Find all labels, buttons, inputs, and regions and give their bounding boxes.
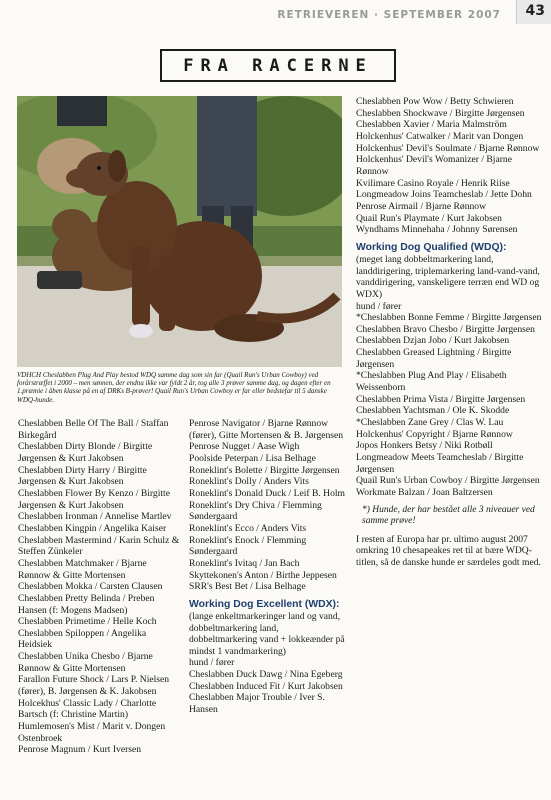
list-item: Cheslabben Belle Of The Ball / Staffan Birkegård <box>18 418 169 441</box>
wdq-legend: hund / fører <box>356 300 402 312</box>
footnote: *) Hunde, der har bestået alle 3 niveauer ved samme prøve! <box>362 504 535 527</box>
list-item: Cheslabben Dirty Harry / Birgitte Jørgensen & Kurt Jakobsen <box>18 464 147 488</box>
list-item: Holckenhus' Devil's Womanizer / Bjarne Rønnow <box>356 154 512 177</box>
column-1 <box>18 418 181 756</box>
wdx-legend: hund / fører <box>189 657 235 669</box>
list-item: Holcekhus' Classic Lady / Charlotte Bartsch (f: Christine Martin) <box>18 697 157 721</box>
list-item: Cheslabben Bravo Chesbo / Birgitte Jørgensen <box>356 323 535 335</box>
list-item: *Cheslabben Zane Grey / Clas W. Lau <box>356 417 504 429</box>
list-item: Farallon Future Shock / Lars P. Nielsen (fører), B. Jørgensen & K. Jakobsen <box>18 674 170 698</box>
wdq-description: (meget lang dobbeltmarkering land, landdirigering, triplemarkering land-vand-vand, vanddirigering, vanskeligere terræn end WD og WDX) <box>356 253 540 300</box>
list-item: Roneklint's Donald Duck / Leif B. Holm <box>189 487 346 499</box>
list-item: Quail Run's Urban Cowboy / Birgitte Jørgensen <box>356 475 540 487</box>
column-2 <box>189 418 349 716</box>
list-item: Cheslabben Kingpin / Angelika Kaiser <box>18 522 167 534</box>
list-item: Skyttekonen's Anton / Birthe Jeppesen <box>189 569 337 581</box>
list-item: Humlemosen's Mist / Marit v. Dongen Ostenbroek <box>18 721 166 744</box>
list-item: Cheslabben Yachtsman / Ole K. Skodde <box>356 405 510 417</box>
list-item: Penrose Magnum / Kurt Iversen <box>18 744 142 756</box>
list-item: Penrose Nugget / Aase Wigh <box>189 441 300 453</box>
wdx-description: (lange enkeltmarkeringer land og vand, dobbeltmarkering land, dobbeltmarkering vand + lokkeænder på mindst 1 vandmarkering) <box>189 610 345 657</box>
page-header <box>0 0 551 28</box>
list-item: Cheslabben Xavier / Maria Malmström <box>356 119 507 131</box>
section-title: FRA RACERNE <box>183 55 373 76</box>
list-item: Holckenhus' Catwalker / Marit van Dongen <box>356 130 524 142</box>
photo-caption: VDHCH Cheslabben Plug And Play bestod WDQ samme dag som sin far (Quail Run's Urban Cowboy) ved forårstræffet i 2000 – men sønnen, der endnu ikke var fyldt 2 år, tog alle 3 prøver samme dag, og dagen efter en 1.præmie i åben klasse på en af DRKs B-prøver! Quail Run's Urban Cowboy er far eller bedstefar til 5 danske WDQ-hunde. <box>17 371 331 404</box>
list-item: Longmeadow Joins Teamcheslab / Jette Dohn <box>356 189 532 201</box>
list-item: Cheslabben Pow Wow / Betty Schwieren <box>356 96 514 107</box>
list-item: Workmate Balzan / Joan Baltzersen <box>356 487 493 498</box>
list-item: Jopos Honkers Betsy / Niki Rotbøll <box>356 440 493 452</box>
list-item: Cheslabben Ironman / Annelise Martlev <box>18 511 172 523</box>
list-item: *Cheslabben Plug And Play / Elisabeth Weissenborn <box>356 370 507 394</box>
list-item: Cheslabben Prima Vista / Birgitte Jørgensen <box>356 393 526 405</box>
list-item: *Cheslabben Bonne Femme / Birgitte Jørgensen <box>356 312 542 324</box>
section-title-box <box>160 49 396 82</box>
list-item: Roneklint's Ivitaq / Jan Bach <box>189 557 300 569</box>
list-item: Penrose Airmail / Bjarne Rønnow <box>356 200 487 212</box>
list-item: Cheslabben Spiloppen / Angelika Heidsiek <box>18 627 147 651</box>
list-item: Cheslabben Unika Chesbo / Bjarne Rønnow & Gitte Mortensen <box>18 651 153 674</box>
list-item: Cheslabben Matchmaker / Bjarne Rønnow & Gitte Mortensen <box>18 557 147 581</box>
list-item: SRR's Best Bet / Lisa Belhage <box>189 581 306 593</box>
list-item: Kvilimare Casino Royale / Henrik Riise <box>356 177 510 189</box>
list-item: Wyndhams Minnehaha / Johnny Sørensen <box>356 224 518 236</box>
list-item: Roneklint's Ecco / Anders Vits <box>189 522 307 534</box>
list-item: Cheslabben Greased Lightning / Birgitte Jørgensen <box>356 347 512 370</box>
list-item: Holckenhus' Copyright / Bjarne Rønnow <box>356 428 513 440</box>
page-number-box <box>516 0 551 24</box>
column-3 <box>356 96 542 569</box>
list-item: Roneklint's Dry Chiva / Flemming Søndergaard <box>189 499 322 523</box>
list-item: Roneklint's Dolly / Anders Vits <box>189 476 309 488</box>
list-item: Roneklint's Enock / Flemming Søndergaard <box>189 534 307 558</box>
list-item: Cheslabben Flower By Kenzo / Birgitte Jørgensen & Kurt Jakobsen <box>18 487 170 511</box>
list-item: Longmeadow Meets Teamcheslab / Birgitte Jørgensen <box>356 452 524 475</box>
list-item: Penrose Navigator / Bjarne Rønnow (fører), Gitte Mortensen & B. Jørgensen <box>189 418 344 441</box>
list-item: Cheslabben Dirty Blonde / Birgitte Jørgensen & Kurt Jakobsen <box>18 441 153 464</box>
dog-photo <box>17 96 342 367</box>
list-item: Quail Run's Playmate / Kurt Jakobsen <box>356 212 502 224</box>
list-item: Cheslabben Shockwave / Birgitte Jørgensen <box>356 107 525 119</box>
list-item: Cheslabben Primetime / Helle Koch <box>18 616 157 628</box>
list-item: Cheslabben Duck Dawg / Nina Egeberg <box>189 669 343 681</box>
list-item: Cheslabben Dzjan Jobo / Kurt Jakobsen <box>356 335 510 347</box>
wdx-heading: Working Dog Excellent (WDX): <box>189 598 340 610</box>
list-item: Cheslabben Major Trouble / Iver S. Hansen <box>189 692 325 716</box>
list-item: Cheslabben Pretty Belinda / Preben Hansen (f: Mogens Madsen) <box>18 592 155 616</box>
list-item: Poolside Peterpan / Lisa Belhage <box>189 452 316 464</box>
page-number: 43 <box>525 3 545 19</box>
wdq-heading: Working Dog Qualified (WDQ): <box>356 241 507 253</box>
dog-photo-illustration <box>17 96 342 367</box>
running-head: RETRIEVEREN · SEPTEMBER 2007 <box>277 9 501 21</box>
list-item: Holckenhus' Devil's Soulmate / Bjarne Rønnow <box>356 142 540 154</box>
list-item: Roneklint's Bolette / Birgitte Jørgensen <box>189 464 340 476</box>
list-item: Cheslabben Induced Fit / Kurt Jakobsen <box>189 680 343 692</box>
closing-paragraph: I resten af Europa har pr. ultimo august 2007 omkring 10 chesapeakes ret til at bære WDQ-titlen, så de danske hunde er særdeles godt med. <box>356 533 541 568</box>
list-item: Cheslabben Mokka / Carsten Clausen <box>18 581 163 593</box>
list-item: Cheslabben Mastermind / Karin Schulz & Steffen Zünkeler <box>18 534 180 558</box>
